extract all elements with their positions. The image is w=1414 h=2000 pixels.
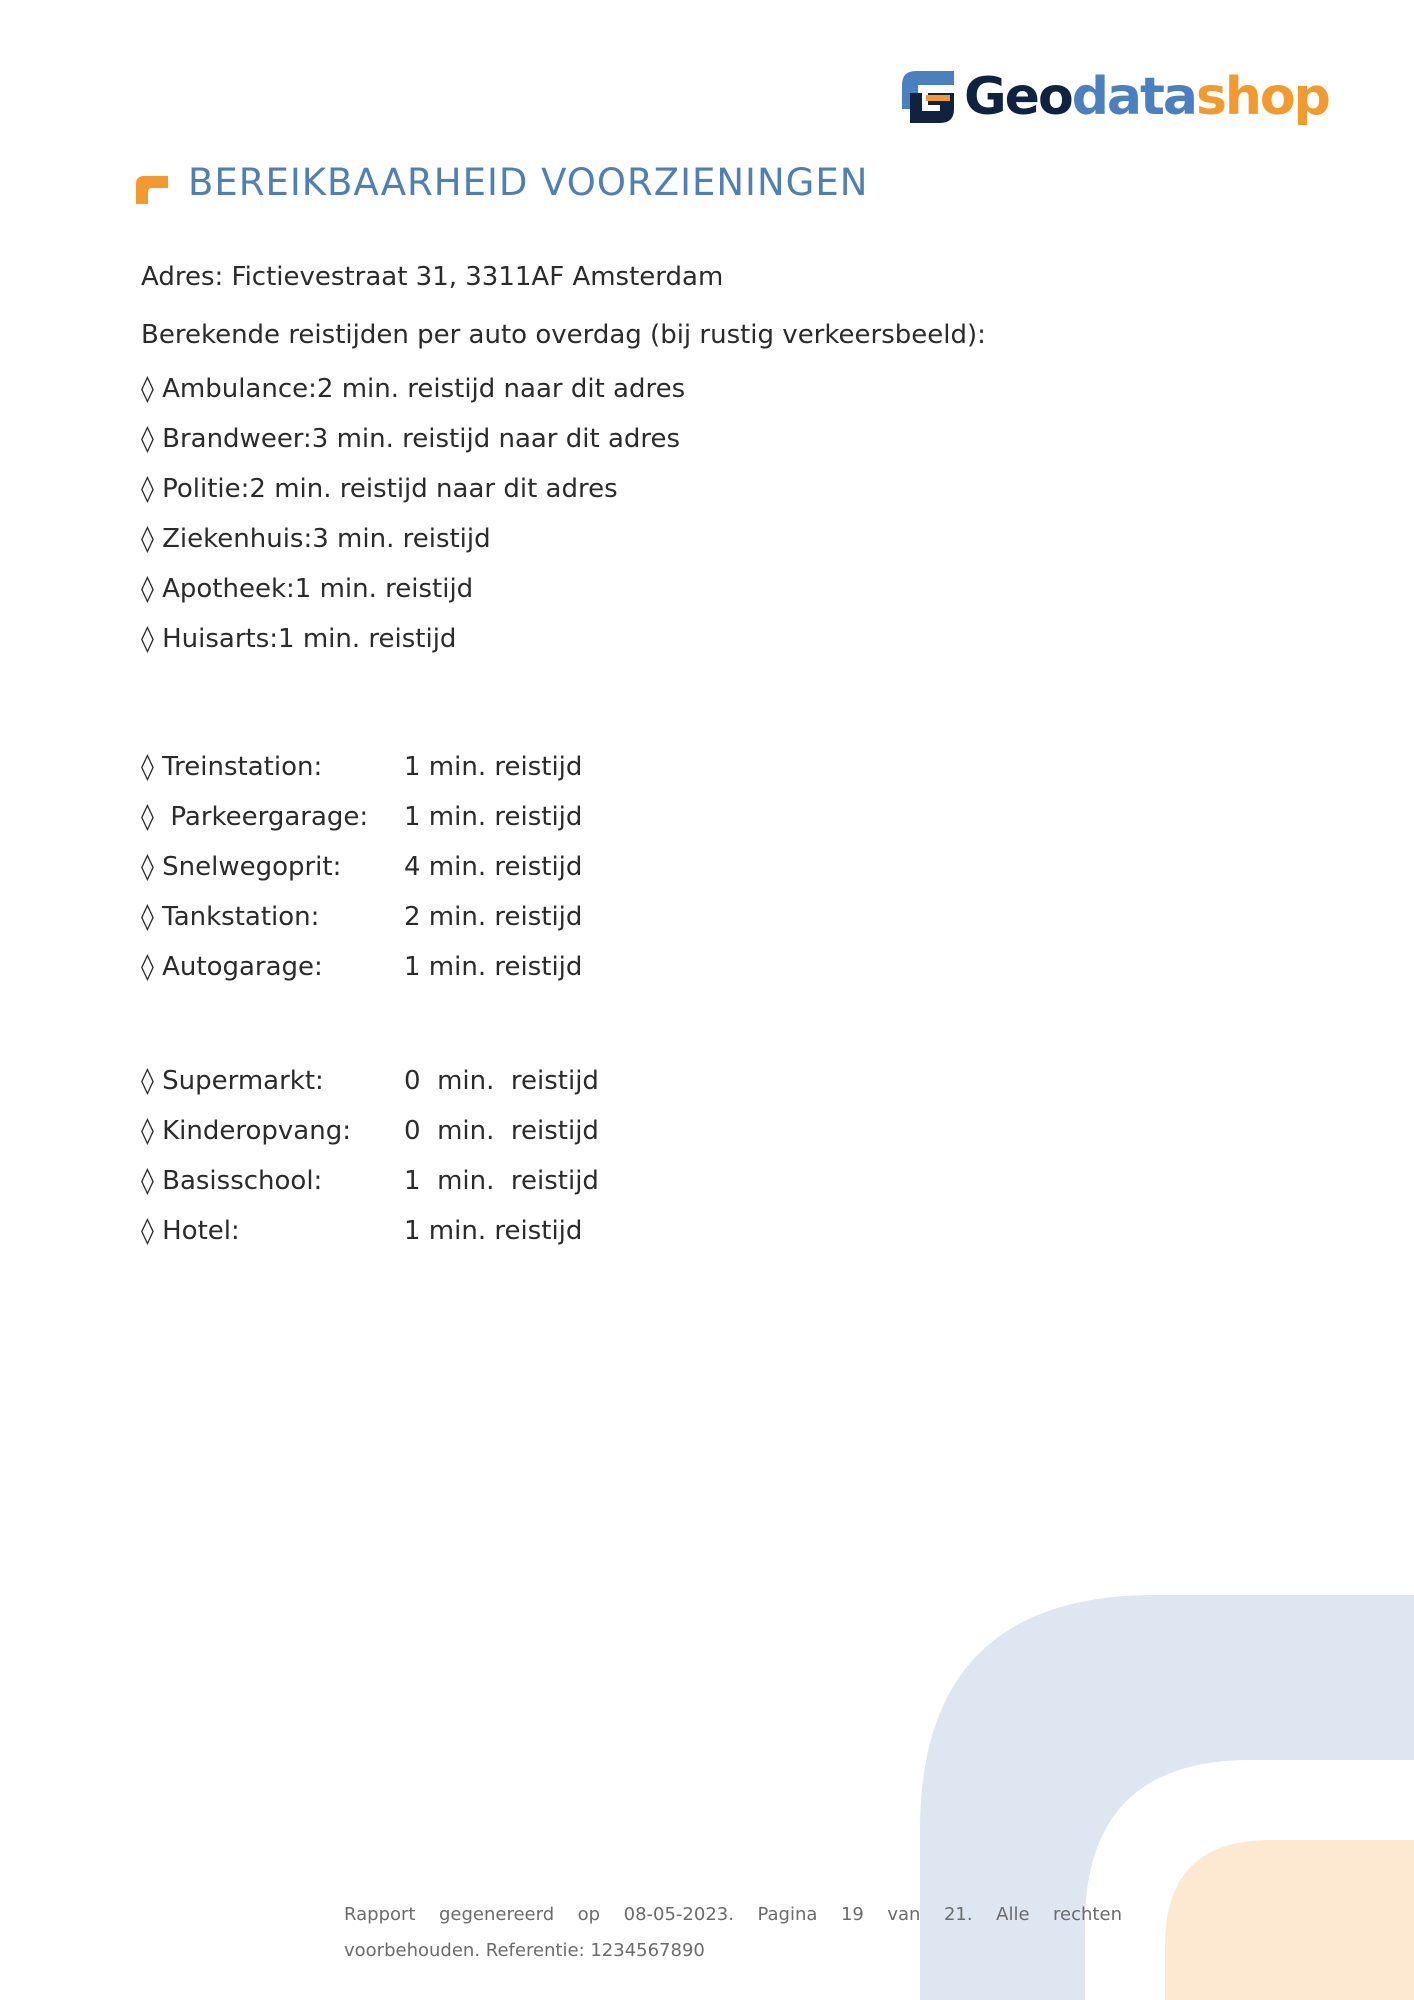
footer-word: gegenereerd <box>438 1904 555 1925</box>
geodatashop-logo <box>898 66 1329 128</box>
item-label: ◊ Snelwegoprit: <box>141 852 342 882</box>
footer-line-2: voorbehouden. Referentie: 1234567890 <box>344 1940 705 1961</box>
item-label: ◊ Tankstation: <box>141 902 320 932</box>
item-value: 2 min. reistijd <box>404 902 583 932</box>
list-item-politie: ◊ Politie:2 min. reistijd naar dit adres <box>141 474 618 504</box>
logo-mark-icon <box>898 67 958 127</box>
list-item-parkeergarage <box>141 792 986 842</box>
item-value: 1 min. reistijd <box>404 802 583 832</box>
item-value: 1 min. reistijd <box>404 752 583 782</box>
description-line: Berekende reistijden per auto overdag (bij rustig verkeersbeeld): <box>141 320 986 350</box>
footer-word: rechten <box>1053 1904 1122 1925</box>
item-value: 0 min. reistijd <box>404 1116 599 1146</box>
logo-wordmark <box>964 67 1329 127</box>
item-value: 4 min. reistijd <box>404 852 583 882</box>
footer-date: 08-05-2023. <box>623 1904 734 1925</box>
spacer <box>141 664 986 742</box>
list-item-treinstation <box>141 742 986 792</box>
item-value: 1 min. reistijd <box>404 952 583 982</box>
item-label: ◊ Supermarkt: <box>141 1066 324 1096</box>
list-item-brandweer: ◊ Brandweer:3 min. reistijd naar dit adres <box>141 424 681 454</box>
page-footer <box>344 1897 1122 1969</box>
item-label: ◊ Parkeergarage: <box>141 802 369 832</box>
list-item-ambulance: ◊ Ambulance:2 min. reistijd naar dit adres <box>141 374 686 404</box>
page-title: BEREIKBAARHEID VOORZIENINGEN <box>188 160 869 204</box>
emergency-list <box>141 364 986 664</box>
list-item-supermarkt <box>141 1056 986 1106</box>
logo-text-shop: shop <box>1195 67 1329 127</box>
logo-text-data: data <box>1071 67 1196 127</box>
list-item-autogarage <box>141 942 986 992</box>
logo-text-geo: Geo <box>964 67 1072 127</box>
spacer <box>141 992 986 1056</box>
list-item-basisschool <box>141 1156 986 1206</box>
list-item-ziekenhuis: ◊ Ziekenhuis:3 min. reistijd <box>141 524 491 554</box>
list-item-hotel <box>141 1206 986 1256</box>
footer-word: Pagina <box>757 1904 818 1925</box>
item-label: ◊ Basisschool: <box>141 1166 323 1196</box>
address-line: Adres: Fictievestraat 31, 3311AF Amsterdam <box>141 262 724 292</box>
main-content <box>141 248 986 1256</box>
list-item-kinderopvang <box>141 1106 986 1156</box>
item-label: ◊ Treinstation: <box>141 752 323 782</box>
item-value: 0 min. reistijd <box>404 1066 599 1096</box>
footer-page-number: 19 <box>840 1904 864 1925</box>
list-item-apotheek: ◊ Apotheek:1 min. reistijd <box>141 574 474 604</box>
footer-word: van <box>887 1904 921 1925</box>
list-item-huisarts: ◊ Huisarts:1 min. reistijd <box>141 624 457 654</box>
footer-word: Rapport <box>344 1904 416 1925</box>
list-item-snelwegoprit <box>141 842 986 892</box>
item-label: ◊ Kinderopvang: <box>141 1116 351 1146</box>
footer-word: op <box>577 1904 601 1925</box>
item-label: ◊ Hotel: <box>141 1216 240 1246</box>
footer-word: Alle <box>996 1904 1030 1925</box>
orange-arc-decoration <box>1165 1840 1414 2000</box>
item-value: 1 min. reistijd <box>404 1166 599 1196</box>
item-label: ◊ Autogarage: <box>141 952 323 982</box>
item-value: 1 min. reistijd <box>404 1216 583 1246</box>
footer-page-total: 21. <box>943 1904 973 1925</box>
facilities-list <box>141 1056 986 1256</box>
list-item-tankstation <box>141 892 986 942</box>
heading-corner-icon <box>134 170 170 206</box>
footer-line-1 <box>344 1897 1122 1933</box>
section-heading <box>134 158 868 206</box>
mobility-list <box>141 742 986 992</box>
